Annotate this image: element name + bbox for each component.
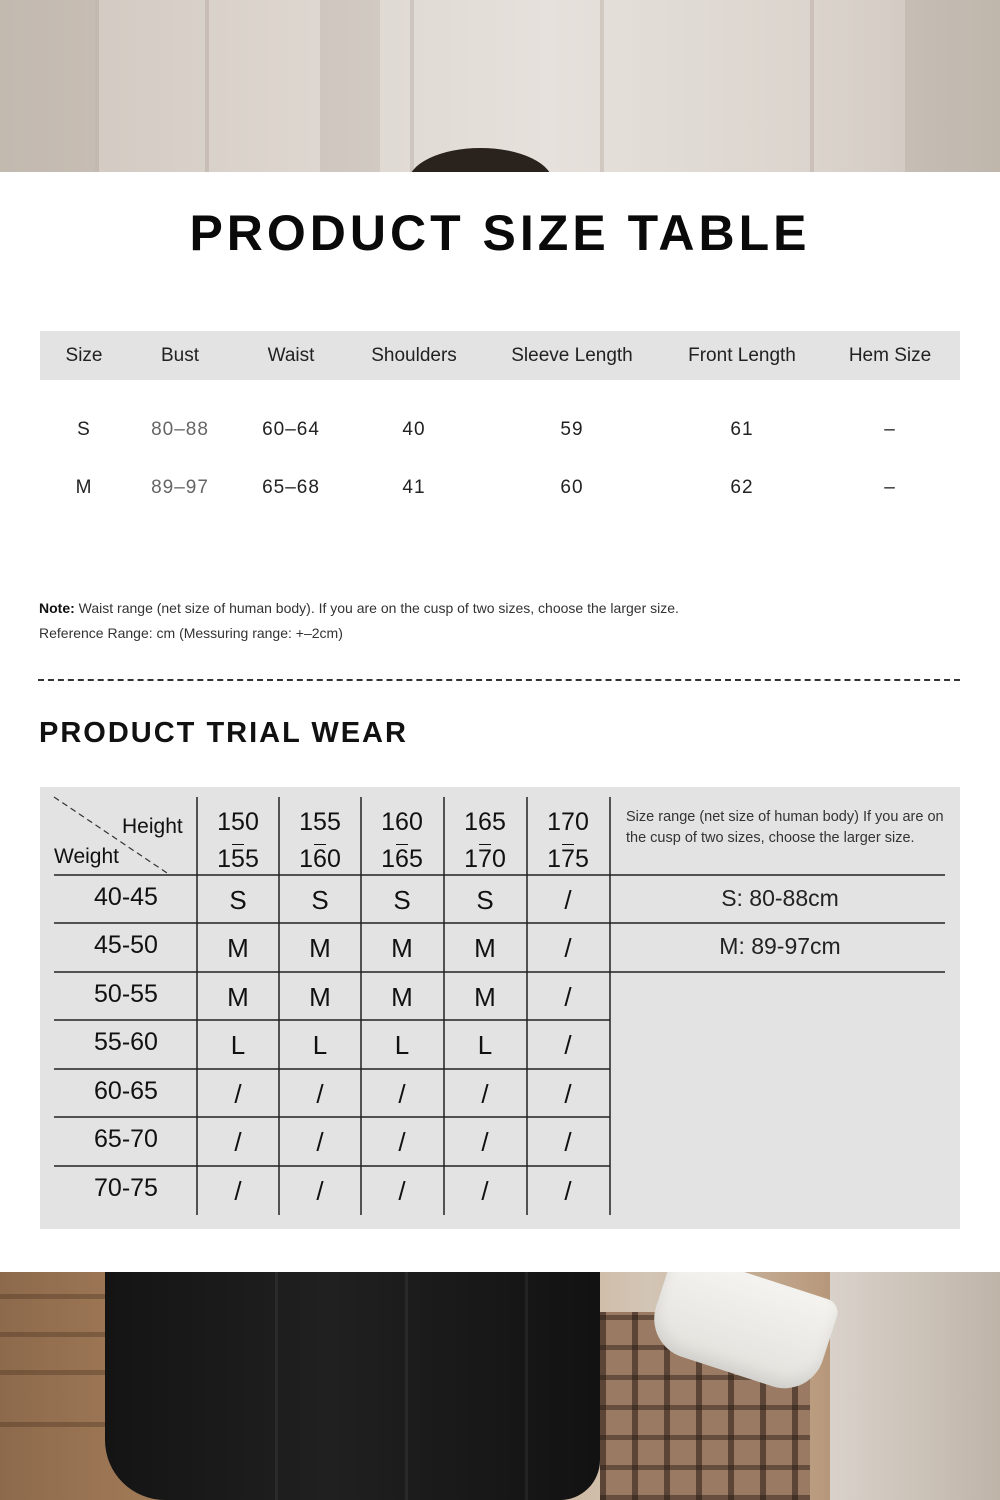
- size-table-title: PRODUCT SIZE TABLE: [189, 205, 811, 261]
- size-cell: –: [884, 477, 896, 498]
- recommended-size-cell: M: [227, 982, 249, 1012]
- black-coat: [105, 1272, 600, 1500]
- recommended-size-cell: M: [391, 982, 413, 1012]
- size-cell: –: [884, 419, 896, 440]
- recommended-size-cell: /: [564, 1030, 572, 1060]
- size-range-value: M: 89-97cm: [719, 933, 841, 959]
- recommended-size-cell: L: [477, 1030, 493, 1060]
- recommended-size-cell: S: [393, 885, 411, 915]
- model-hair: [408, 148, 553, 172]
- weight-range-label: 45-50: [94, 931, 158, 959]
- weight-range-label: 55-60: [94, 1028, 158, 1056]
- height-range-header: [279, 804, 361, 878]
- recommended-size-cell: /: [316, 1176, 324, 1206]
- size-cell: 89–97: [151, 477, 209, 498]
- size-cell: 60: [560, 477, 584, 498]
- height-range-header: [527, 804, 609, 878]
- weight-range-label: 70-75: [94, 1174, 158, 1202]
- recommended-size-cell: /: [234, 1127, 242, 1157]
- height-range-start: 150: [217, 808, 259, 836]
- recommended-size-cell: M: [474, 933, 496, 963]
- note-label: Note:: [39, 600, 75, 616]
- height-range-start: 160: [381, 808, 423, 836]
- size-cell: 80–88: [151, 419, 209, 440]
- note-text: Waist range (net size of human body). If you are on the cusp of two sizes, choose the larger size.: [78, 600, 679, 616]
- top-photo: [0, 0, 1000, 172]
- size-header-cell: Waist: [267, 345, 315, 366]
- size-cell: 65–68: [262, 477, 320, 498]
- height-range-end: 175: [527, 841, 609, 878]
- size-cell: 59: [560, 419, 584, 440]
- size-cell: 40: [402, 419, 426, 440]
- recommended-size-cell: /: [234, 1079, 242, 1109]
- recommended-size-cell: /: [316, 1127, 324, 1157]
- recommended-size-cell: L: [312, 1030, 328, 1060]
- height-range-start: 170: [547, 808, 589, 836]
- recommended-size-cell: S: [311, 885, 329, 915]
- size-header-cell: Front Length: [688, 345, 796, 366]
- weight-range-label: 60-65: [94, 1077, 158, 1105]
- size-header-cell: Sleeve Length: [511, 345, 633, 366]
- recommended-size-cell: L: [394, 1030, 410, 1060]
- height-range-header: [197, 804, 279, 878]
- recommended-size-cell: /: [564, 1176, 572, 1206]
- weight-range-label: 50-55: [94, 980, 158, 1008]
- height-range-end: 160: [279, 841, 361, 878]
- recommended-size-cell: /: [564, 1127, 572, 1157]
- weight-range-label: 65-70: [94, 1125, 158, 1153]
- height-range-end: 165: [361, 841, 443, 878]
- recommended-size-cell: L: [230, 1030, 246, 1060]
- recommended-size-cell: S: [229, 885, 247, 915]
- recommended-size-cell: /: [398, 1176, 406, 1206]
- dashed-divider: [38, 679, 960, 681]
- recommended-size-cell: M: [474, 982, 496, 1012]
- recommended-size-cell: M: [309, 982, 331, 1012]
- size-header-cell: Size: [65, 345, 103, 366]
- recommended-size-cell: /: [564, 885, 572, 915]
- height-range-header: [361, 804, 443, 878]
- recommended-size-cell: M: [227, 933, 249, 963]
- recommended-size-cell: /: [316, 1079, 324, 1109]
- recommended-size-cell: /: [564, 1079, 572, 1109]
- size-cell: 62: [730, 477, 754, 498]
- recommended-size-cell: /: [564, 933, 572, 963]
- recommended-size-cell: /: [398, 1079, 406, 1109]
- size-cell: 61: [730, 419, 754, 440]
- weight-range-label: 40-45: [94, 883, 158, 911]
- corner-height-label: Height: [122, 815, 183, 838]
- size-range-value: S: 80-88cm: [721, 885, 839, 911]
- recommended-size-cell: /: [481, 1079, 489, 1109]
- size-table: [40, 331, 960, 517]
- trial-wear-table: [40, 787, 960, 1229]
- size-header-cell: Hem Size: [848, 345, 932, 366]
- recommended-size-cell: /: [481, 1176, 489, 1206]
- size-cell: 41: [402, 477, 426, 498]
- size-header-cell: Shoulders: [371, 345, 457, 366]
- recommended-size-cell: /: [481, 1127, 489, 1157]
- recommended-size-cell: S: [476, 885, 494, 915]
- corner-weight-label: Weight: [54, 845, 119, 868]
- size-cell: S: [77, 419, 91, 440]
- size-cell: 60–64: [262, 419, 320, 440]
- height-range-start: 165: [464, 808, 506, 836]
- size-table-row: [40, 401, 960, 459]
- height-range-start: 155: [299, 808, 341, 836]
- range-note: Size range (net size of human body) If you are on the cusp of two sizes, choose the larger size.: [626, 809, 944, 846]
- size-table-header: [40, 331, 960, 380]
- size-table-row: [40, 459, 960, 517]
- height-range-end: 155: [197, 841, 279, 878]
- bottom-photo: [0, 1272, 1000, 1500]
- size-cell: M: [75, 477, 93, 498]
- recommended-size-cell: M: [391, 933, 413, 963]
- reference-range: Reference Range: cm (Messuring range: +–2cm): [39, 625, 343, 641]
- recommended-size-cell: /: [398, 1127, 406, 1157]
- trial-wear-title: PRODUCT TRIAL WEAR: [39, 717, 408, 749]
- size-header-cell: Bust: [160, 345, 200, 366]
- height-range-header: [444, 804, 526, 878]
- recommended-size-cell: /: [234, 1176, 242, 1206]
- recommended-size-cell: M: [309, 933, 331, 963]
- size-note: [39, 596, 679, 646]
- recommended-size-cell: /: [564, 982, 572, 1012]
- height-range-end: 170: [444, 841, 526, 878]
